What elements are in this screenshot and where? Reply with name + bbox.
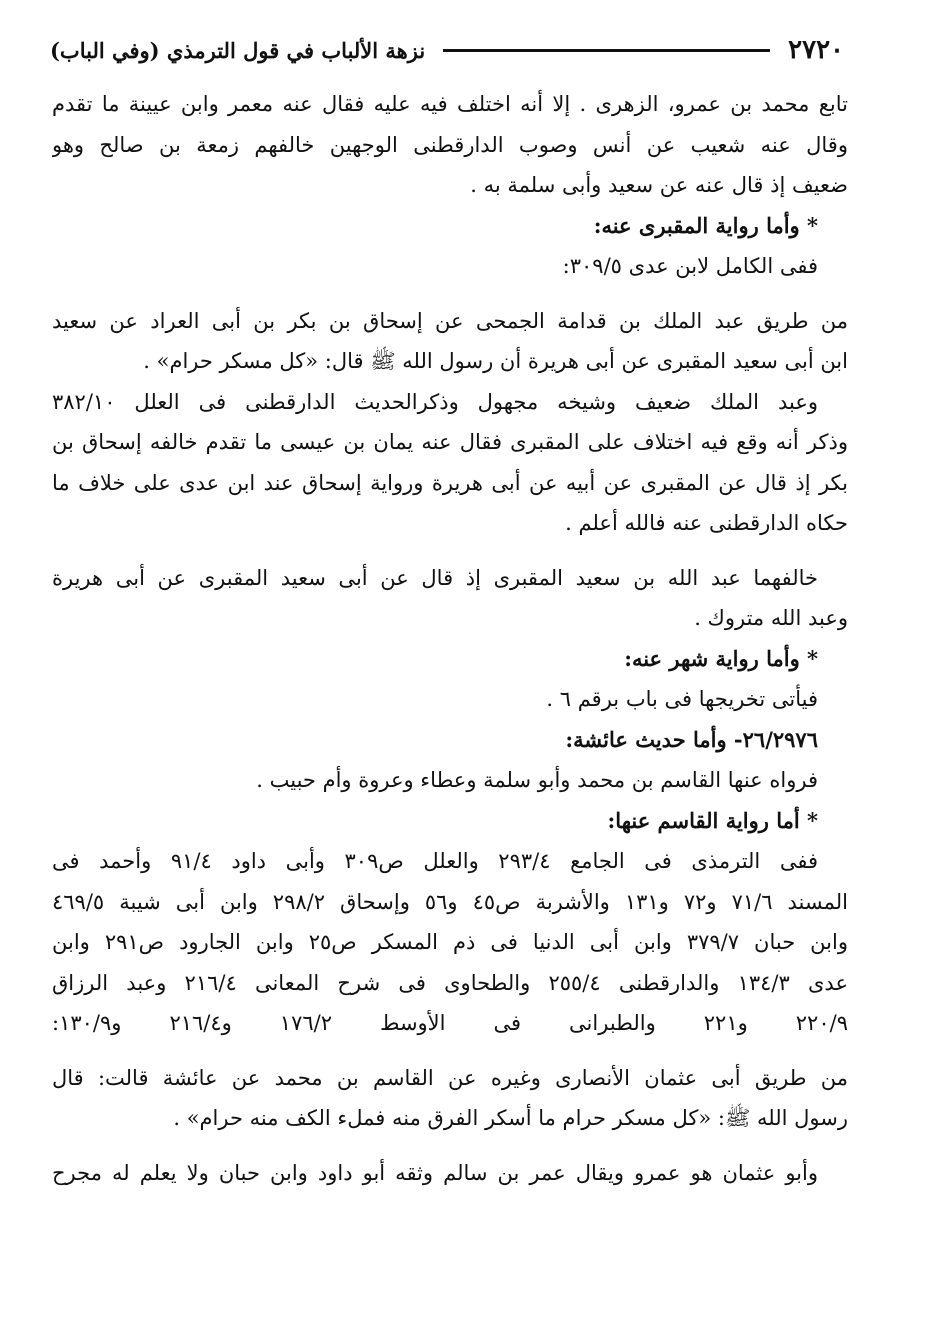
text-line: وذكر أنه وقع فيه اختلاف على المقبرى فقال عنه يمان بن عيسى ما تقدم خالفه إسحاق بن xyxy=(52,430,848,454)
paragraph-gap xyxy=(52,1044,848,1058)
text-line: من طريق عبد الملك بن قدامة الجمحى عن إسحاق بن بكر بن أبى العراد عن سعيد xyxy=(52,308,848,333)
text-line: وأبو عثمان هو عمرو ويقال عمر بن سالم وثقه أبو داود وابن حبان ولا يعلم له مجرح xyxy=(52,1160,818,1185)
paragraph-gap xyxy=(52,1139,848,1153)
text-line: عدى ١٣٤/٣ والدارقطنى ٢٥٥/٤ والطحاوى فى شرح المعانى ٢١٦/٤ وعبد الرزاق xyxy=(52,970,848,995)
section-heading: ٢٦/٢٩٧٦- وأما حديث عائشة: xyxy=(565,726,818,752)
text-line: ٢٢٠/٩ و٢٢١ والطبرانى فى الأوسط ١٧٦/٢ و٢١٦/٤ و١٣٠/٩: xyxy=(52,1011,848,1035)
text-line: رسول الله ﷺ: «كل مسكر حرام ما أسكر الفرق منه فملء الكف منه حرام» . xyxy=(173,1106,848,1130)
page-body-text xyxy=(52,84,848,1193)
paragraph-gap xyxy=(52,544,848,558)
text-line: ففى الترمذى فى الجامع ٢٩٣/٤ والعلل ص٣٠٩ وأبى داود ٩١/٤ وأحمد فى xyxy=(52,849,819,873)
section-heading: * وأما رواية شهر عنه: xyxy=(624,645,818,671)
text-line: من طريق أبى عثمان الأنصارى وغيره عن القاسم بن محمد عن عائشة قالت: قال xyxy=(52,1065,848,1090)
header-rule xyxy=(443,49,770,52)
text-line: ففى الكامل لابن عدى ٣٠٩/٥: xyxy=(562,254,818,278)
text-line: المسند ٧١/٦ و٧٢ و١٣١ والأشربة ص٤٥ و٥٦ وإسحاق ٢٩٨/٢ وابن أبى شيبة ٤٦٩/٥ xyxy=(52,889,848,914)
paragraph-gap xyxy=(52,287,848,301)
text-line: فيأتى تخريجها فى باب برقم ٦ . xyxy=(546,687,818,711)
text-line: ابن أبى سعيد المقبرى عن أبى هريرة أن رسول الله ﷺ قال: «كل مسكر حرام» . xyxy=(143,349,848,373)
text-line: وابن حبان ٣٧٩/٧ وابن أبى الدنيا فى ذم المسكر ص٢٥ وابن الجارود ص٢٩١ وابن xyxy=(52,930,848,954)
section-heading: * وأما رواية المقبرى عنه: xyxy=(593,212,818,238)
text-line: ضعيف إذ قال عنه عن سعيد وأبى سلمة به . xyxy=(470,173,848,197)
text-line: حكاه الدارقطنى عنه فالله أعلم . xyxy=(565,511,848,535)
text-line: تابع محمد بن عمرو، الزهرى . إلا أنه اختلف فيه عليه فقال عنه معمر وابن عيينة ما تقدم xyxy=(52,92,848,116)
text-line: خالفهما عبد الله بن سعيد المقبرى إذ قال عن أبى سعيد المقبرى عن أبى هريرة xyxy=(52,565,819,590)
running-title: نزهة الألباب في قول الترمذي (وفي الباب) xyxy=(50,37,426,63)
text-line: وعبد الملك ضعيف وشيخه مجهول وذكرالحديث الدارقطنى فى العلل ٣٨٢/١٠ xyxy=(52,389,818,414)
text-line: وقال عنه شعيب عن أنس وصوب الدارقطنى الوجهين خالفهم زمعة بن صالح وهو xyxy=(52,132,848,157)
text-line: وعبد الله متروك . xyxy=(694,606,848,630)
section-heading: * أما رواية القاسم عنها: xyxy=(607,807,818,833)
page-number: ٢٧٢٠ xyxy=(788,35,844,65)
page-header xyxy=(50,30,844,70)
text-line: بكر إذ قال عن المقبرى عن أبيه عن أبى هريرة ورواية إسحاق عند ابن عدى على خلاف ما xyxy=(52,470,848,495)
text-line: فرواه عنها القاسم بن محمد وأبو سلمة وعطاء وعروة وأم حبيب . xyxy=(256,768,818,792)
